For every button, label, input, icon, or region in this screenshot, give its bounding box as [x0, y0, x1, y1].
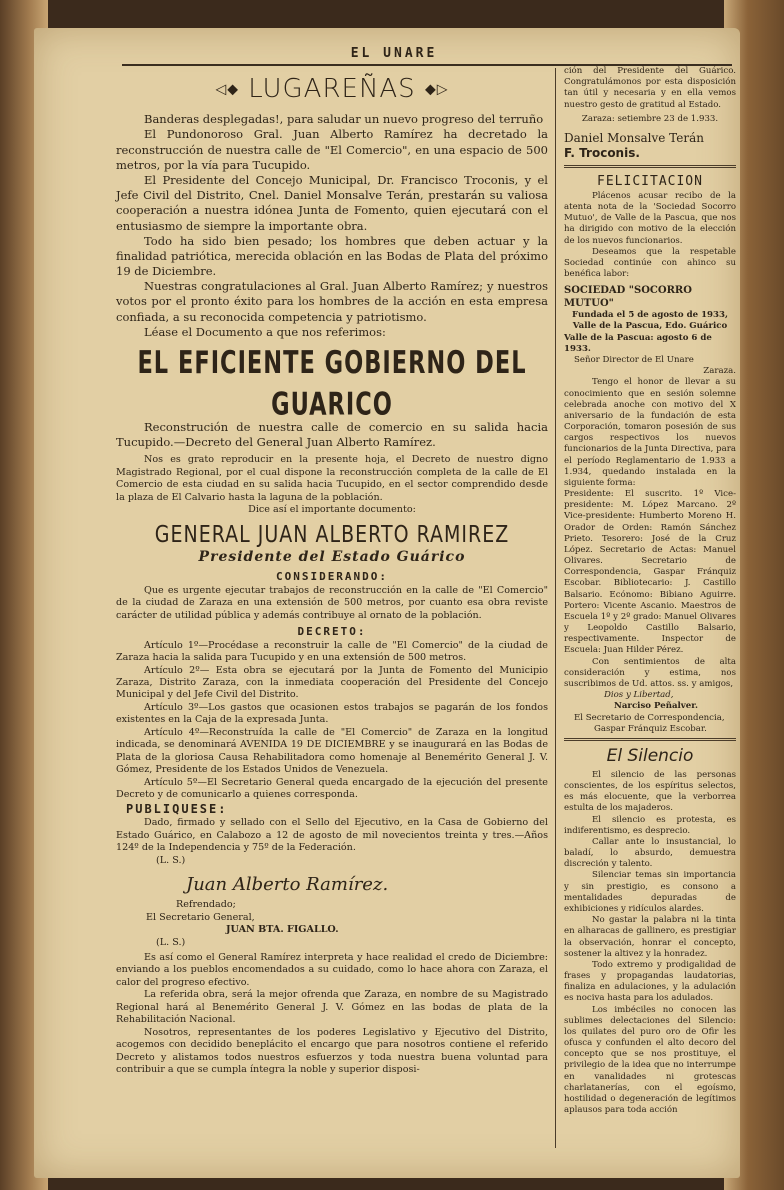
silencio-paragraph: El silencio de las personas conscientes, de los espíritus selectos, es más elocuente, que la verborrea estulta de los majaderos.: [564, 769, 736, 814]
article: Artículo 4º—Reconstruída la calle de "El Comercio" de Zaraza en la longitud indicada, se denominará AVENIDA 19 DE DICIEMBRE y se inaugurará en las Bodas de Plata de la gloriosa Causa Rehabilitadora como homenaje al Benemérito General J. V. Gómez, Presidente de los Estados Unidos de Venezuela.: [116, 726, 548, 776]
deseamos-text: Deseamos que la respetable Sociedad continúe con ahinco su benéfica labor:: [564, 246, 736, 280]
signer-monsalve: Daniel Monsalve Terán: [564, 130, 704, 145]
column-divider: [555, 68, 556, 1148]
reproduce-paragraph: Nos es grato reproducir en la presente hoja, el Decreto de nuestro digno Magistrado Regional, por el cual dispone la reconstrucción completa de la calle de El Comercio de esta ciudad en su salida hacia Tucupido, en el sector comprendido desde la plaza de El Calvario hasta la laguna de la población.: [116, 454, 548, 503]
refrendado: Refrendado;: [176, 899, 236, 911]
signer-troconis: F. Troconis.: [564, 146, 640, 161]
secretario-corr: El Secretario de Correspondencia,: [574, 712, 725, 723]
left-column: [116, 70, 548, 1077]
general-name: GENERAL JUAN ALBERTO RAMIREZ: [154, 521, 510, 548]
fundada-line: Fundada el 5 de agosto de 1933, Valle de la Pascua, Edo. Guárico: [572, 310, 728, 332]
considerando-label: CONSIDERANDO:: [275, 570, 389, 584]
masthead: EL UNARE: [350, 46, 438, 61]
article: Artículo 5º—El Secretario General queda encargado de la ejecución del presente Decreto y de comunicarlo a quienes corresponda.: [116, 776, 548, 801]
silencio-paragraph: No gastar la palabra ni la tinta en alharacas de gallinero, es prestigiar la observación, honrar el concepto, sostener la altivez y la honradez.: [564, 915, 736, 959]
date-line: Zaraza: setiembre 23 de 1.933.: [581, 113, 719, 124]
divider: [564, 738, 736, 741]
silencio-title: El Silencio: [606, 745, 694, 766]
intro-paragraph: El Pundonoroso Gral. Juan Alberto Ramírez ha decretado la reconstrucción de nuestra calle de "El Comercio", en una espacio de 500 metros, por la vía para Tucupido.: [116, 127, 548, 172]
sociedad-title: SOCIEDAD "SOCORRO MUTUO": [564, 285, 692, 310]
intro-paragraph: Nuestras congratulaciones al Gral. Juan Alberto Ramírez; y nuestros votos por el pronto éxito para los hombres de la acción en esta empresa confiada, a su reconocida competencia y patriotismo.: [116, 279, 548, 324]
dios-libertad: Dios y Libertad,: [604, 690, 674, 701]
signature-figallo: JUAN BTA. FIGALLO.: [226, 924, 339, 936]
zaraza-line: Zaraza.: [703, 366, 736, 377]
ornament-left-icon: ◁◆: [215, 81, 240, 98]
sociedad-text: Tengo el honor de llevar a su conocimiento que en sesión solemne celebrada anoche con motivo del X aniversario de la fundación de esta Corporación, tomaron posesión de sus cargos respectivos los nuevos funcionarios de la Junta Directiva, para el período Reglamentario de 1.933 a 1.934, quedando instalada en la siguiente forma:: [564, 377, 736, 488]
silencio-paragraph: Silenciar temas sin importancia y sin prestigio, es consono a mentalidades depuradas de exhibiciones y ridículos alardes.: [564, 870, 736, 914]
publiquese-label: PUBLIQUESE:: [126, 801, 228, 816]
seal-mark: (L. S.): [156, 854, 186, 866]
silencio-paragraph: El silencio es protesta, es indiferentismo, es desprecio.: [564, 814, 736, 836]
intro-paragraph: Todo ha sido bien pesado; los hombres que deben actuar y la finalidad patriótica, merecida oblación en las Bodas de Plata del próximo 19 de Diciembre.: [116, 233, 548, 279]
silencio-paragraph: Todo extremo y prodigalidad de frases y propagandas laudatorias, finaliza en adulaciones, y la adulación es nociva hasta para los adulados.: [564, 959, 736, 1004]
secretario-general: El Secretario General,: [146, 911, 255, 923]
signer-gaspar: Gaspar Fránquiz Escobar.: [594, 723, 707, 734]
signer-narciso: Narciso Peñalver.: [614, 701, 698, 712]
seal-mark: (L. S.): [156, 936, 186, 948]
section-title: [116, 72, 548, 106]
sentiments: Con sentimientos de alta consideración y estima, nos suscribimos de Ud. attos. ss. y amigos,: [564, 656, 736, 689]
divider: [564, 165, 736, 168]
headline: EL EFICIENTE GOBIERNO DEL GUARICO: [137, 344, 527, 422]
section-title-text: LUGAREÑAS: [248, 74, 416, 104]
senor-director: Señor Director de El Unare: [574, 355, 694, 365]
top-continuation: ción del Presidente del Guárico. Congratulámonos por esta disposición tan útil y necesaria y en ella vemos nuestro gesto de gratitud al Estado.: [564, 66, 736, 110]
silencio-paragraph: Los imbéciles no conocen las sublimes delectaciones del Silencio: los quilates del puro oro de Ofir les ofusca y confunden el alto decoro del concepto que se nos prostituye, el privilegio de la idea que no interrumpe en vanalidades ni grotescas charlatanerías, con el egoísmo, hostilidad o degeneración de legítimos aplausos para toda acción: [564, 1004, 736, 1116]
considerando-text: Que es urgente ejecutar trabajos de reconstrucción en la calle de "El Comercio" de la ciudad de Zaraza en una extensión de 500 metros, por cuanto esa obra reviste carácter de utilidad pública y además contribuye al ornato de la población.: [116, 584, 548, 621]
officers-list: Presidente: El suscrito. 1º Vice-presidente: M. López Marcano. 2º Vice-presidente: Humberto Moreno H. Orador de Orden: Ramón Sánchez Prieto. Tesorero: José de la Cruz López. Secretario de Actas: Manuel Olivares. Secretario de Correspondencia, Gaspar Fránquiz Escobar. Bibliotecario: J. Castillo Balsario. Ecónomo: Bibiano Aguirre. Portero: Vicente Ascanio. Maestros de Escuela 1º y 2º grado: Manuel Olivares y Leopoldo Castillo Balsario, respectivamente. Inspector de Escuela: Juan Hilder Pérez.: [564, 489, 736, 656]
ornament-right-icon: ◆▷: [424, 81, 449, 98]
felicitacion-text: Plácenos acusar recibo de la atenta nota de la 'Sociedad Socorro Mutuo', de Valle de la Pascua, que nos ha dirigido con motivo de la elección de los nuevos funcionarios.: [564, 190, 736, 246]
closing-paragraph: Es así como el General Ramírez interpreta y hace realidad el credo de Diciembre: enviando a los pueblos encomendados a su cuidado, como lo hace ahora con Zaraza, el calor del progreso efectivo.: [116, 951, 548, 988]
article: Artículo 2º— Esta obra se ejecutará por la Junta de Fomento del Municipio Zaraza, Distrito Zaraza, con la inmediata cooperación del Presidente del Concejo Municipal y del Jefe Civil del Distrito.: [116, 664, 548, 701]
valle-date: Valle de la Pascua: agosto 6 de 1933.: [564, 332, 712, 354]
dice-line: Dice así el importante documento:: [248, 504, 416, 516]
dado-paragraph: Dado, firmado y sellado con el Sello del Ejecutivo, en la Casa de Gobierno del Estado Guárico, en Calabozo a 12 de agosto de mil novecientos treinta y tres.—Años 124º de la Independencia y 75º de la Federación.: [116, 817, 548, 854]
intro-paragraph: Banderas desplegadas!, para saludar un nuevo progreso del terruño: [144, 112, 544, 127]
newspaper-page: [34, 28, 740, 1178]
decreto-label: DECRETO:: [297, 625, 367, 639]
silencio-paragraph: Callar ante lo insustancial, lo baladí, lo absurdo, demuestra discreción y talento.: [564, 836, 736, 870]
right-column: [564, 66, 736, 1116]
general-title: Presidente del Estado Guárico: [198, 548, 466, 565]
article: Artículo 1º—Procédase a reconstruir la calle de "El Comercio" de la ciudad de Zaraza hacia la salida para Tucupido y en una extensión de 500 metros.: [116, 639, 548, 664]
felicitacion-title: FELICITACION: [597, 174, 703, 190]
article: Artículo 3º—Los gastos que ocasionen estos trabajos se pagarán de los fondos existentes en la Caja de la expresada Junta.: [116, 701, 548, 726]
closing-paragraph: Nosotros, representantes de los poderes Legislativo y Ejecutivo del Distrito, acogemos con decidido beneplácito el encargo que para nosotros contiene el referido Decreto y alistamos todos nuestros esfuerzos y toda nuestra buena voluntad para contribuir a que se cumpla íntegra la noble y superior disposi-: [116, 1026, 548, 1076]
subhead: Reconstrución de nuestra calle de comercio en su salida hacia Tucupido.—Decreto del General Juan Alberto Ramírez.: [116, 419, 548, 450]
signature-ramirez: Juan Alberto Ramírez.: [186, 874, 389, 896]
intro-paragraph: El Presidente del Concejo Municipal, Dr. Francisco Troconis, y el Jefe Civil del Distrito, Cnel. Daniel Monsalve Terán, prestarán su valiosa cooperación a nuestra idónea Junta de Fomento, quien ejecutará con el entusiasmo de siempre la importante obra.: [116, 173, 548, 233]
intro-paragraph: Léase el Documento a que nos referimos:: [144, 324, 386, 339]
closing-paragraph: La referida obra, será la mejor ofrenda que Zaraza, en nombre de su Magistrado Regional hará al Benemérito General J. V. Gómez en las bodas de plata de la Rehabilitación Nacional.: [116, 989, 548, 1026]
